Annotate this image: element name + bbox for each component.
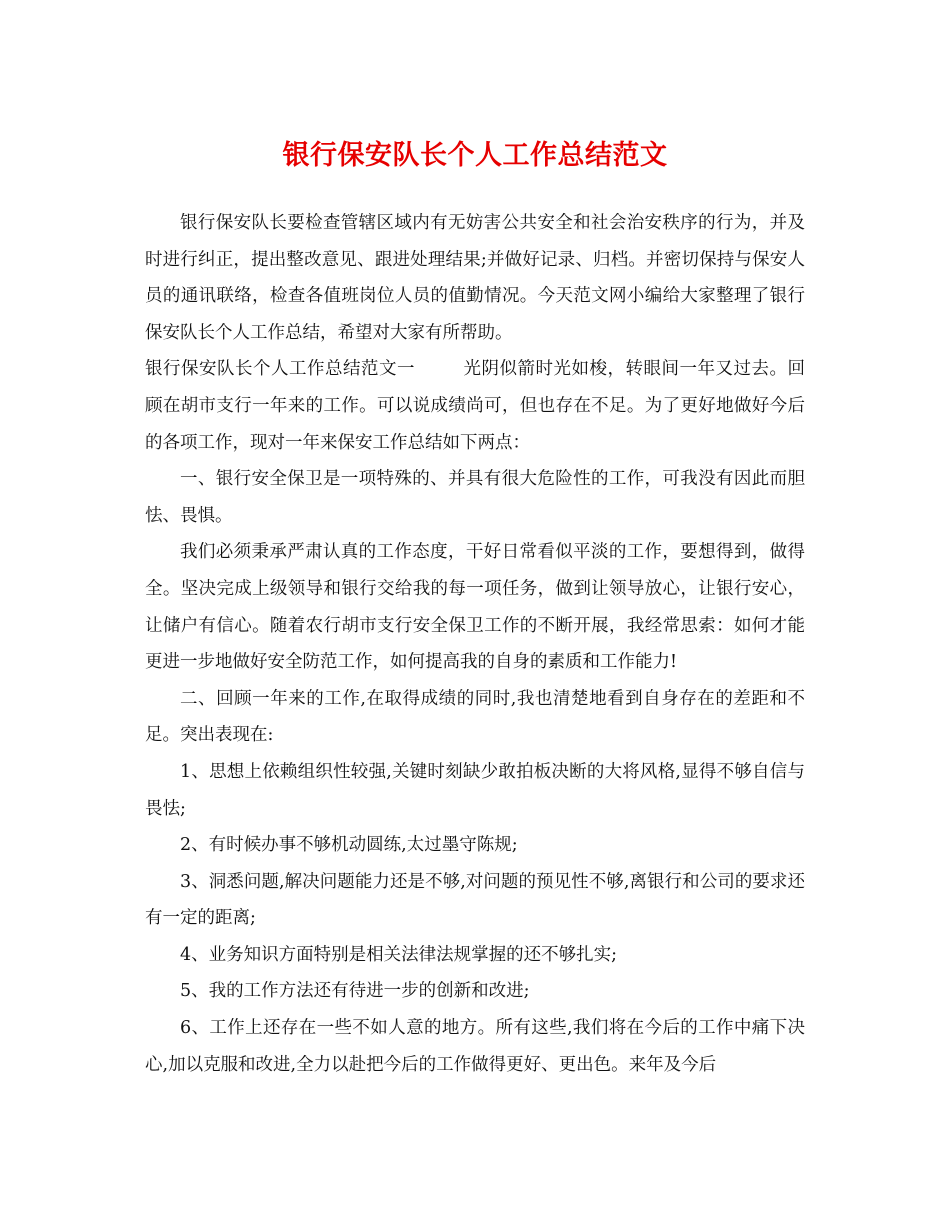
list-item-2: 2、有时候办事不够机动圆练,太过墨守陈规;	[180, 835, 518, 856]
intro-paragraph: 银行保安队长要检查管辖区域内有无妨害公共安全和社会治安秩序的行为，并及时进行纠正，提出整改意见、跟进处理结果;并做好记录、归档。并密切保持与保安人员的通讯联络，检查各值班岗位人员的值勤情况。今天范文网小编给大家整理了银行保安队长个人工作总结，希望对大家有所帮助。	[145, 213, 805, 343]
section-opening: 光阴似箭时光如梭，转眼间一年又过去。回顾在胡市支行一年来的工作。可以说成绩尚可，但也存在不足。为了更好地做好今后的各项工作，现对一年来保安工作总结如下两点：	[145, 359, 805, 453]
list-item-1: 1、思想上依赖组织性较强,关键时刻缺少敢拍板决断的大将风格,显得不够自信与畏怯;	[145, 761, 805, 819]
list-item-3: 3、洞悉问题,解决问题能力还是不够,对问题的预见性不够,离银行和公司的要求还有一定的距离;	[145, 871, 805, 929]
list-item-4: 4、业务知识方面特别是相关法律法规掌握的还不够扎实;	[180, 944, 618, 965]
body-paragraph-2: 我们必须秉承严肃认真的工作态度，干好日常看似平淡的工作，要想得到，做得全。坚决完成上级领导和银行交给我的每一项任务，做到让领导放心，让银行安心，让储户有信心。随着农行胡市支行安全保卫工作的不断开展，我经常思索：如何才能更进一步地做好安全防范工作，如何提高我的自身的素质和工作能力!	[145, 542, 805, 673]
section-heading: 银行保安队长个人工作总结范文一	[145, 359, 415, 380]
body-paragraph-3: 二、回顾一年来的工作,在取得成绩的同时,我也清楚地看到自身存在的差距和不足。突出表现在:	[145, 688, 805, 746]
document-body	[145, 205, 805, 1083]
section-paragraph	[145, 351, 805, 461]
list-item-6: 6、工作上还存在一些不如人意的地方。所有这些,我们将在今后的工作中痛下决心,加以克服和改进,全力以赴把今后的工作做得更好、更出色。来年及今后	[145, 1018, 805, 1075]
document-title: 银行保安队长个人工作总结范文	[282, 140, 668, 171]
list-item-5: 5、我的工作方法还有待进一步的创新和改进;	[180, 981, 530, 1002]
body-paragraph-1: 一、银行安全保卫是一项特殊的、并具有很大危险性的工作，可我没有因此而胆怯、畏惧。	[145, 469, 805, 526]
